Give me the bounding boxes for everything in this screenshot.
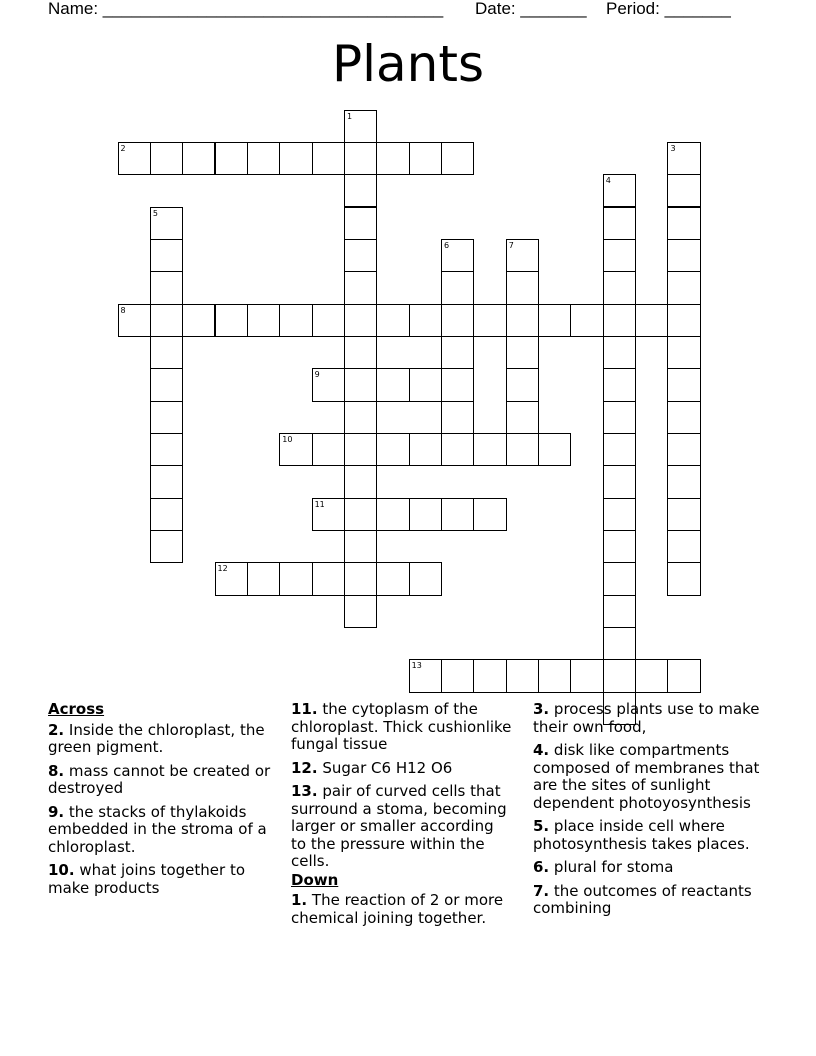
grid-cell[interactable] [376, 562, 409, 595]
grid-cell[interactable] [344, 142, 377, 175]
cell-number: 5 [152, 208, 158, 218]
grid-cell[interactable] [441, 142, 474, 175]
grid-cell[interactable] [150, 207, 183, 240]
grid-cell[interactable] [150, 498, 183, 531]
grid-cell[interactable] [506, 239, 539, 272]
clue-column-2 [291, 701, 513, 933]
name-field[interactable]: Name: ____________________________________ [48, 0, 444, 18]
cell-number: 7 [508, 240, 514, 250]
grid-cell[interactable] [312, 142, 345, 175]
clue-text: the stacks of thylakoids embedded in the stroma of a chloroplast. [48, 802, 267, 856]
across-heading: Across [48, 700, 105, 718]
grid-cell[interactable] [409, 304, 442, 337]
grid-cell[interactable] [441, 271, 474, 304]
grid-cell[interactable] [603, 271, 636, 304]
grid-cell[interactable] [667, 465, 700, 498]
grid-cell[interactable] [603, 530, 636, 563]
cell-number: 13 [411, 661, 422, 671]
grid-cell[interactable] [667, 207, 700, 240]
grid-cell[interactable] [538, 433, 571, 466]
grid-cell[interactable] [312, 304, 345, 337]
grid-cell[interactable] [344, 595, 377, 628]
clue-column-3 [533, 701, 773, 924]
grid-cell[interactable] [247, 562, 280, 595]
grid-cell[interactable] [409, 368, 442, 401]
grid-cell[interactable] [667, 142, 700, 175]
grid-cell[interactable] [376, 498, 409, 531]
grid-cell[interactable] [603, 239, 636, 272]
clue-number: 11. [291, 700, 318, 718]
clue-number: 1. [291, 891, 308, 909]
cell-number: 11 [314, 499, 325, 509]
grid-cell[interactable] [667, 174, 700, 207]
clue-text: place inside cell where photosynthesis takes places. [533, 817, 750, 853]
grid-cell[interactable] [150, 239, 183, 272]
date-field[interactable]: Date: _______ [475, 0, 587, 18]
grid-cell[interactable] [667, 562, 700, 595]
grid-cell[interactable] [667, 304, 700, 337]
clue-number: 12. [291, 758, 318, 777]
grid-cell[interactable] [473, 659, 506, 692]
grid-cell[interactable] [279, 142, 312, 175]
grid-cell[interactable] [118, 304, 151, 337]
clue-down-1 [291, 892, 513, 927]
grid-cell[interactable] [344, 271, 377, 304]
grid-cell[interactable] [150, 304, 183, 337]
clue-number: 10. [48, 861, 75, 879]
grid-cell[interactable] [506, 304, 539, 337]
clue-number: 5. [533, 817, 550, 835]
grid-cell[interactable] [667, 368, 700, 401]
grid-cell[interactable] [570, 659, 603, 692]
grid-cell[interactable] [441, 239, 474, 272]
clue-text: disk like compartments composed of membranes that are the sites of sunlight dependent photoyosynthesis [533, 741, 760, 812]
grid-cell[interactable] [441, 401, 474, 434]
down-heading: Down [291, 870, 339, 889]
grid-cell[interactable] [312, 368, 345, 401]
grid-cell[interactable] [376, 433, 409, 466]
grid-cell[interactable] [409, 562, 442, 595]
grid-cell[interactable] [603, 659, 636, 692]
cell-number: 3 [670, 143, 676, 153]
clue-text: The reaction of 2 or more chemical joining together. [291, 891, 504, 927]
cell-number: 4 [605, 176, 611, 186]
grid-cell[interactable] [506, 659, 539, 692]
grid-cell[interactable] [409, 433, 442, 466]
clue-number: 6. [533, 858, 550, 876]
grid-cell[interactable] [182, 304, 215, 337]
clue-across-12 [291, 760, 513, 778]
grid-cell[interactable] [279, 433, 312, 466]
grid-cell[interactable] [603, 595, 636, 628]
grid-cell[interactable] [150, 142, 183, 175]
grid-cell[interactable] [344, 336, 377, 369]
grid-cell[interactable] [376, 142, 409, 175]
cell-number: 2 [120, 143, 126, 153]
grid-cell[interactable] [247, 304, 280, 337]
clue-column-1 [48, 701, 280, 903]
cell-number: 9 [314, 370, 320, 380]
clue-number: 13. [291, 782, 318, 800]
grid-cell[interactable] [441, 433, 474, 466]
grid-cell[interactable] [603, 627, 636, 660]
grid-cell[interactable] [603, 368, 636, 401]
grid-cell[interactable] [312, 562, 345, 595]
grid-cell[interactable] [603, 465, 636, 498]
grid-cell[interactable] [473, 304, 506, 337]
grid-cell[interactable] [506, 271, 539, 304]
clue-text: the cytoplasm of the chloroplast. Thick cushionlike fungal tissue [291, 700, 512, 753]
grid-cell[interactable] [667, 659, 700, 692]
grid-cell[interactable] [344, 498, 377, 531]
grid-cell[interactable] [603, 498, 636, 531]
grid-cell[interactable] [312, 498, 345, 531]
grid-cell[interactable] [667, 433, 700, 466]
clue-down-5 [533, 818, 773, 853]
clue-across-10 [48, 862, 280, 897]
clue-text: process plants use to make their own food, [533, 700, 760, 736]
grid-cell[interactable] [279, 562, 312, 595]
grid-cell[interactable] [344, 368, 377, 401]
clue-down-3 [533, 701, 773, 736]
grid-cell[interactable] [182, 142, 215, 175]
grid-cell[interactable] [150, 401, 183, 434]
grid-cell[interactable] [376, 304, 409, 337]
grid-cell[interactable] [376, 368, 409, 401]
cell-number: 8 [120, 305, 126, 315]
clue-text: the outcomes of reactants combining [533, 881, 752, 917]
grid-cell[interactable] [441, 368, 474, 401]
clue-number: 7. [533, 881, 550, 900]
grid-cell[interactable] [150, 368, 183, 401]
grid-cell[interactable] [409, 659, 442, 692]
clue-across-2 [48, 722, 280, 757]
clue-across-11 [291, 701, 513, 754]
grid-cell[interactable] [538, 304, 571, 337]
grid-cell[interactable] [667, 401, 700, 434]
grid-cell[interactable] [603, 336, 636, 369]
grid-cell[interactable] [473, 433, 506, 466]
grid-cell[interactable] [473, 498, 506, 531]
grid-cell[interactable] [344, 465, 377, 498]
clue-down-4 [533, 742, 773, 812]
period-field[interactable]: Period: _______ [606, 0, 731, 18]
grid-cell[interactable] [150, 530, 183, 563]
grid-cell[interactable] [279, 304, 312, 337]
grid-cell[interactable] [344, 530, 377, 563]
grid-cell[interactable] [441, 659, 474, 692]
grid-cell[interactable] [150, 433, 183, 466]
page-title: Plants [331, 35, 485, 93]
grid-cell[interactable] [603, 207, 636, 240]
cell-number: 1 [346, 111, 353, 121]
clue-across-9 [48, 804, 280, 857]
clue-number: 3. [533, 700, 550, 718]
clue-text: what joins together to make products [48, 861, 245, 897]
grid-cell[interactable] [441, 336, 474, 369]
grid-cell[interactable] [635, 659, 668, 692]
clue-number: 9. [48, 802, 65, 821]
grid-cell[interactable] [344, 401, 377, 434]
cell-number: 12 [217, 564, 228, 574]
grid-cell[interactable] [603, 562, 636, 595]
grid-cell[interactable] [667, 530, 700, 563]
clue-down-7 [533, 883, 773, 918]
grid-cell[interactable] [667, 239, 700, 272]
grid-cell[interactable] [150, 336, 183, 369]
grid-cell[interactable] [603, 174, 636, 207]
grid-cell[interactable] [506, 401, 539, 434]
grid-cell[interactable] [603, 304, 636, 337]
clue-text: mass cannot be created or destroyed [48, 761, 271, 797]
grid-cell[interactable] [506, 433, 539, 466]
grid-cell[interactable] [344, 110, 377, 143]
clue-number: 8. [48, 761, 65, 780]
clue-text: Inside the chloroplast, the green pigment. [48, 720, 265, 756]
grid-cell[interactable] [603, 401, 636, 434]
grid-cell[interactable] [667, 498, 700, 531]
clue-number: 2. [48, 720, 65, 739]
clue-text: pair of curved cells that surround a stoma, becoming larger or smaller according to the pressure within the cells. [291, 782, 507, 870]
grid-cell[interactable] [570, 304, 603, 337]
cell-number: 10 [282, 435, 293, 444]
grid-cell[interactable] [247, 142, 280, 175]
clue-across-13 [291, 783, 513, 871]
grid-cell[interactable] [344, 239, 377, 272]
grid-cell[interactable] [150, 465, 183, 498]
grid-cell[interactable] [409, 498, 442, 531]
grid-cell[interactable] [344, 174, 377, 207]
grid-cell[interactable] [215, 142, 248, 175]
grid-cell[interactable] [344, 207, 377, 240]
cell-number: 6 [444, 240, 450, 250]
grid-cell[interactable] [344, 562, 377, 595]
grid-cell[interactable] [667, 271, 700, 304]
grid-cell[interactable] [441, 498, 474, 531]
clue-number: 4. [533, 741, 550, 759]
clue-across-8 [48, 763, 280, 798]
clue-down-6 [533, 859, 773, 877]
grid-cell[interactable] [603, 433, 636, 466]
grid-cell[interactable] [312, 433, 345, 466]
grid-cell[interactable] [409, 142, 442, 175]
grid-cell[interactable] [441, 304, 474, 337]
grid-cell[interactable] [506, 336, 539, 369]
grid-cell[interactable] [118, 142, 151, 175]
grid-cell[interactable] [215, 304, 248, 337]
grid-cell[interactable] [667, 336, 700, 369]
grid-cell[interactable] [635, 304, 668, 337]
clue-text: plural for stoma [553, 858, 674, 876]
clue-text: Sugar C6 H12 O6 [322, 758, 453, 777]
grid-cell[interactable] [506, 368, 539, 401]
grid-cell[interactable] [344, 433, 377, 466]
grid-cell[interactable] [538, 659, 571, 692]
grid-cell[interactable] [215, 562, 248, 595]
grid-cell[interactable] [150, 271, 183, 304]
grid-cell[interactable] [344, 304, 377, 337]
